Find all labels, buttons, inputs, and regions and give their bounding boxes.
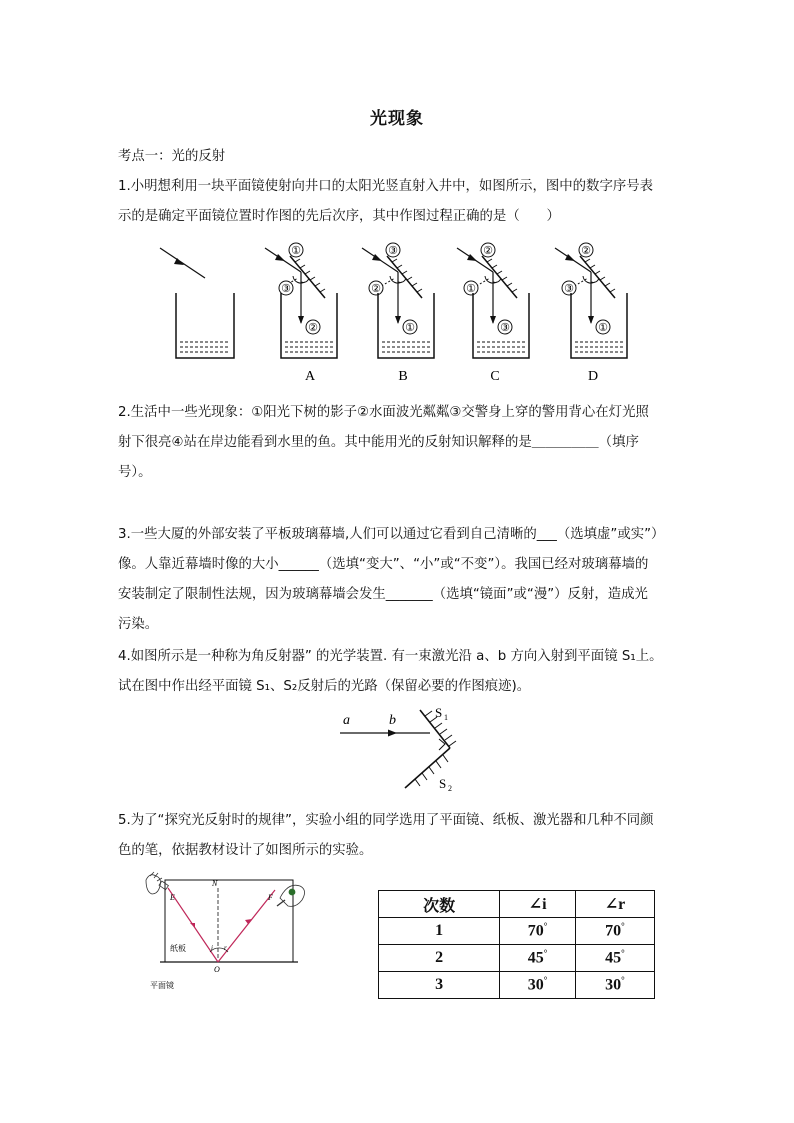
q4-corner-reflector-figure [335,700,475,795]
table-header-row [379,891,655,918]
cell-angle-r: 70° [575,918,654,945]
header-angle-r: ∠r [575,891,654,918]
label-i: i [211,944,213,952]
reflection-angle-table [378,890,655,999]
option-b-label: B [398,369,408,384]
q1-option-b-figure [362,243,434,384]
q1-text-line2: 示的是确定平面镜位置时作图的先后次序，其中作图过程正确的是（ ） [118,209,560,224]
label-f: F [268,893,273,902]
svg-text:③: ③ [388,245,398,257]
option-d-label: D [587,369,599,384]
svg-text:③: ③ [500,322,510,334]
cell-angle-i: 30° [500,972,576,999]
label-s1-sub: 1 [444,713,448,722]
q3-text-line2: 像。人靠近幕墙时像的大小______（选填“变大”、“小”或“不变”）。我国已经对玻璃幕墙的 [118,557,649,572]
header-angle-i: ∠i [500,891,576,918]
label-b: b [389,713,396,728]
header-trial: 次数 [379,891,500,918]
cell-trial: 2 [379,945,500,972]
cell-trial: 1 [379,918,500,945]
option-c-label: C [490,369,500,384]
q1-option-a-figure [265,243,337,384]
cell-angle-r: 30° [575,972,654,999]
table-row [379,918,655,945]
q5-experiment-figure [140,868,320,993]
q1-figures [150,238,630,388]
cell-angle-i: 45° [500,945,576,972]
q3-text-line3: 安装制定了限制性法规，因为玻璃幕墙会发生_______（选填“镜面”或“漫”）反射，造成光 [118,587,648,602]
q1-text-line1: 1.小明想利用一块平面镜使射向井口的太阳光竖直射入井中，如图所示，图中的数字序号表 [118,179,654,194]
q5-text-line2: 色的笔，依据教材设计了如图所示的实验。 [118,843,373,858]
q1-original-figure [160,248,234,358]
q4-text-line2: 试在图中作出经平面镜 S₁、S₂反射后的光路（保留必要的作图痕迹)。 [118,679,531,694]
svg-text:①: ① [291,245,301,257]
q3-text-line4: 污染。 [118,617,159,632]
label-s1: S [435,705,443,720]
q1-option-c-figure [457,243,529,384]
label-o: O [214,965,220,974]
cell-angle-i: 70° [500,918,576,945]
q4-text-line1: 4.如图所示是一种称为角反射器” 的光学装置. 有一束激光沿 a、b 方向入射到平面镜 S₁上。 [118,649,663,664]
table-row [379,972,655,999]
hand-with-pen-icon [277,885,305,906]
section-heading: 考点一：光的反射 [118,149,226,164]
label-s2: S [439,776,447,791]
table-row [379,945,655,972]
q2-text-line2: 射下很亮④站在岸边能看到水里的鱼。其中能用光的反射知识解释的是＿＿＿＿＿（填序 [118,435,639,450]
svg-text:①: ① [598,322,608,334]
label-r: r [224,944,227,952]
svg-text:③: ③ [281,283,291,295]
q1-option-d-figure [555,243,627,384]
q2-text-line3: 号）。 [118,465,152,480]
q3-text-line1: 3.一些大厦的外部安装了平板玻璃幕墙,人们可以通过它看到自己清晰的___（选填虚”或实”） [118,527,665,542]
label-n: N [212,879,218,888]
incident-ray-arrow [388,730,397,737]
label-s2-sub: 2 [448,784,452,793]
page-title: 光现象 [370,109,424,129]
q5-text-line1: 5.为了“探究光反射时的规律”，实验小组的同学选用了平面镜、纸板、激光器和几种不同颜 [118,813,654,828]
svg-text:③: ③ [564,283,574,295]
board-label: 纸板 [170,944,186,953]
cell-angle-r: 45° [575,945,654,972]
q2-text-line1: 2.生活中一些光现象：①阳光下树的影子②水面波光粼粼③交警身上穿的警用背心在灯光照 [118,405,649,420]
svg-text:①: ① [466,283,476,295]
label-e: E [170,893,175,902]
svg-text:②: ② [483,245,493,257]
option-a-label: A [304,369,316,384]
svg-text:②: ② [308,322,318,334]
mirror-label: 平面镜 [150,981,174,990]
label-a: a [343,713,350,728]
svg-text:②: ② [581,245,591,257]
svg-text:②: ② [371,283,381,295]
svg-text:①: ① [405,322,415,334]
cell-trial: 3 [379,972,500,999]
